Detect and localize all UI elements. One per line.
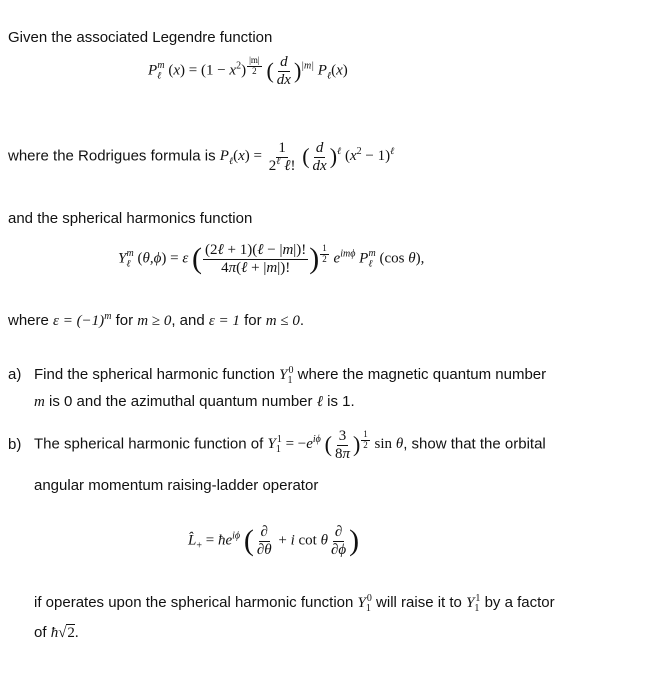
part-b-label: b): [8, 436, 22, 453]
epsilon-def-1: ε = (−1): [53, 313, 105, 329]
part-a-line1: Find the spherical harmonic function $Y_1^0$ where the magnetic quantum number: [34, 365, 547, 386]
part-b-line4: of ħ√2.: [34, 624, 79, 641]
epsilon-for-1: for: [111, 312, 138, 329]
part-a-text-3: is 0 and the azimuthal quantum number: [49, 393, 313, 410]
rodrigues-text: where the Rodrigues formula is: [8, 147, 216, 165]
epsilon-cond-1: m ≥ 0: [137, 313, 172, 329]
part-a-text-1: Find the spherical harmonic function: [34, 366, 275, 383]
ladder-operator-equation: $L̂_+$ = $ħe^{i\phi}$ ( $\frac{\partial}{\partial\theta}$ + i cot θ $\frac{\partial}{\partial\phi}$ ): [188, 524, 360, 558]
part-a-text-2: where the magnetic quantum number: [297, 366, 547, 383]
part-b-text-3: if operates upon the spherical harmonic function: [34, 594, 354, 611]
epsilon-and: , and: [171, 312, 209, 329]
part-a-text-4: is 1.: [327, 393, 355, 410]
part-b-text-2: , show that the orbital: [403, 435, 546, 453]
epsilon-cond-2: m ≤ 0: [265, 313, 300, 329]
epsilon-def-2: ε = 1: [208, 313, 240, 329]
part-a-line2: m is 0 and the azimuthal quantum number ℓ is 1.: [34, 393, 355, 410]
part-b-text-4: will raise it to: [376, 594, 462, 611]
where-text: where: [8, 312, 49, 329]
part-b-line2: angular momentum raising-ladder operator: [34, 477, 319, 494]
spherical-harmonic-equation: $Y_\ell^m$ (θ,ϕ) = ε ( $\frac{\text{(2ℓ + 1)(ℓ − |m|)!}}{\text{4π(ℓ + |m|)!}}$ ) $^{\frac{1}{2}}$ $e^{im\phi}$ $P_\ell^m$ (cos θ),: [118, 242, 425, 276]
part-b-text-5: by a factor: [484, 594, 555, 611]
epsilon-line: [8, 312, 304, 330]
intro-text: Given the associated Legendre function: [8, 29, 273, 46]
legendre-equation: $P_\ell^m$ $(x) = (1 - x^2)$ $^{\frac{|m|}{2}}$ ( $\frac{d}{dx}$ )$^{|m|}$ $P_\ell(x)$: [148, 54, 348, 88]
part-b-line3: if operates upon the spherical harmonic function $Y_1^0$ will raise it to $Y_1^1$ by a factor: [34, 593, 555, 614]
epsilon-period: .: [299, 312, 305, 329]
part-b-text-1: The spherical harmonic function of: [34, 435, 264, 453]
spherical-intro: and the spherical harmonics function: [8, 210, 253, 227]
epsilon-for-2: for: [239, 312, 266, 329]
part-b-line1: The spherical harmonic function of $Y_1^1 = -e^{i\phi}$ ( $\frac{3}{8\pi}$ ) $^{\frac{1}{2}}$ sin θ, show that the orbital: [34, 428, 546, 462]
part-b-text-6: of: [34, 624, 47, 641]
rodrigues-line: where the Rodrigues formula is $P_\ell(x)$ = $\frac{1}{2^\ell \ell!}$ ( $\frac{d}{dx}$ )$^\ell$ $(x^2 - 1)^\ell$: [8, 140, 395, 174]
part-a-label: a): [8, 366, 22, 383]
epsilon-exp: m: [104, 311, 112, 322]
